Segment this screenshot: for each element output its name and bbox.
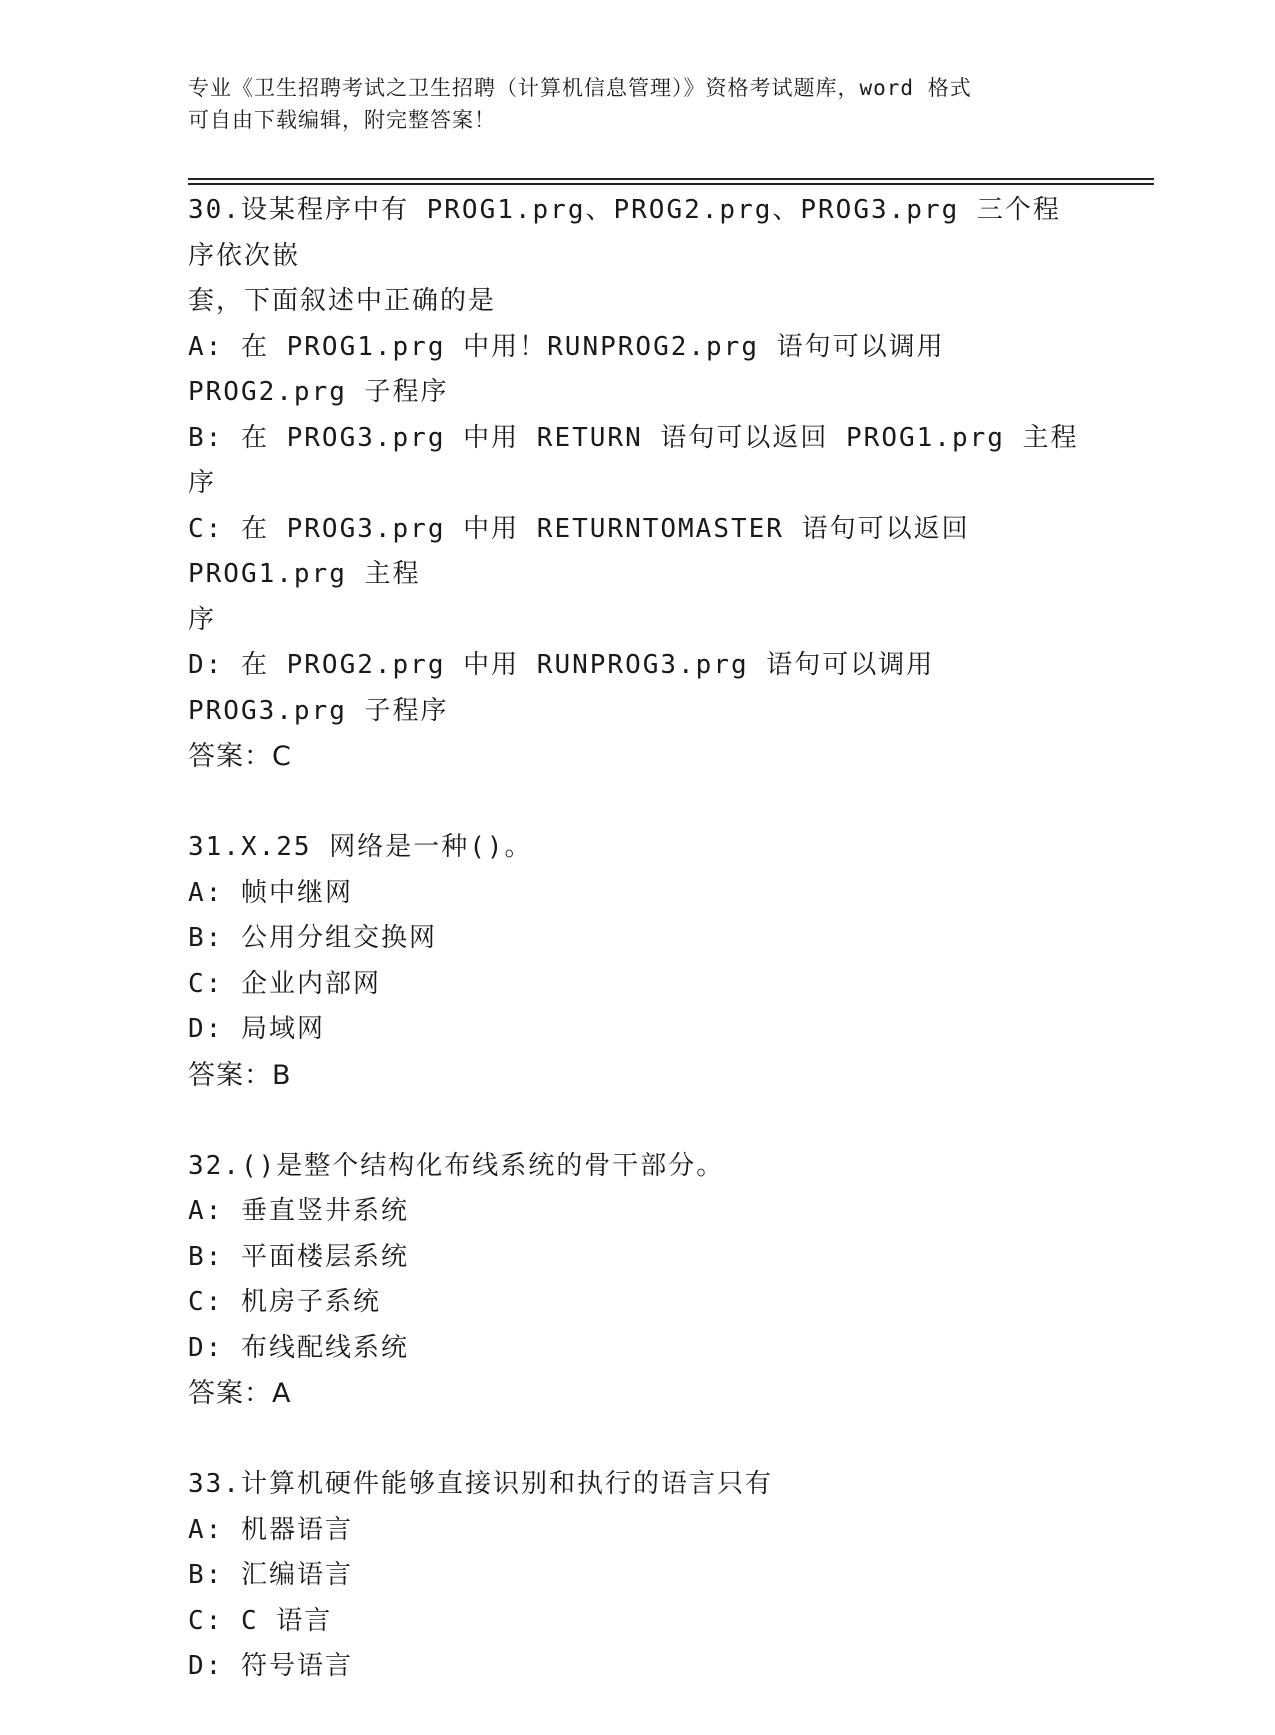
option-d: D: 局域网 — [188, 1014, 325, 1044]
answer-label: 答案：B — [188, 1059, 292, 1091]
option-a: A: 帧中继网 — [188, 877, 353, 908]
option-c: C: C 语言 — [188, 1605, 333, 1636]
question-33 — [188, 1462, 1088, 1690]
option-c: C: 企业内部网 — [188, 968, 381, 999]
question-32 — [188, 1144, 1088, 1417]
question-stem: 30.设某程序中有 PROG1.prg、PROG2.prg、PROG3.prg 三个程序依次嵌 — [188, 195, 1061, 271]
header-divider-bottom — [188, 183, 1154, 185]
question-stem: 31.X.25 网络是一种()。 — [188, 832, 533, 862]
option-d: D: 符号语言 — [188, 1651, 353, 1681]
option-b: B: 汇编语言 — [188, 1560, 353, 1590]
header-line-1: 专业《卫生招聘考试之卫生招聘（计算机信息管理）》资格考试题库，word 格式 — [188, 76, 972, 100]
document-header — [188, 72, 1088, 136]
answer-label: 答案：A — [188, 1378, 292, 1409]
option-c: C: 机房子系统 — [188, 1287, 381, 1317]
option-b: B: 平面楼层系统 — [188, 1241, 409, 1272]
question-stem-continued: 套，下面叙述中正确的是 — [188, 286, 497, 316]
option-c: C: 在 PROG3.prg 中用 RETURNTOMASTER 语句可以返回 PROG1.prg 主程 — [188, 513, 988, 589]
option-c-continued: 序 — [188, 604, 217, 635]
header-line-2: 可自由下载编辑，附完整答案！ — [188, 108, 496, 132]
option-a: A: 在 PROG1.prg 中用！RUNPROG2.prg 语句可以调用 PROG2.prg 子程序 — [188, 331, 963, 407]
answer-label: 答案：C — [188, 741, 292, 772]
question-stem: 33.计算机硬件能够直接识别和执行的语言只有 — [188, 1469, 773, 1499]
option-a: A: 垂直竖井系统 — [188, 1196, 409, 1226]
header-divider-top — [188, 178, 1154, 180]
question-30 — [188, 188, 1088, 780]
option-d: D: 在 PROG2.prg 中用 RUNPROG3.prg 语句可以调用 PROG3.prg 子程序 — [188, 650, 952, 726]
option-b: B: 在 PROG3.prg 中用 RETURN 语句可以返回 PROG1.prg 主程序 — [188, 422, 1079, 498]
option-a: A: 机器语言 — [188, 1514, 353, 1545]
question-stem: 32.()是整个结构化布线系统的骨干部分。 — [188, 1150, 725, 1181]
question-31 — [188, 825, 1088, 1098]
option-b: B: 公用分组交换网 — [188, 923, 437, 953]
question-list — [188, 188, 1088, 1735]
option-d: D: 布线配线系统 — [188, 1332, 409, 1363]
